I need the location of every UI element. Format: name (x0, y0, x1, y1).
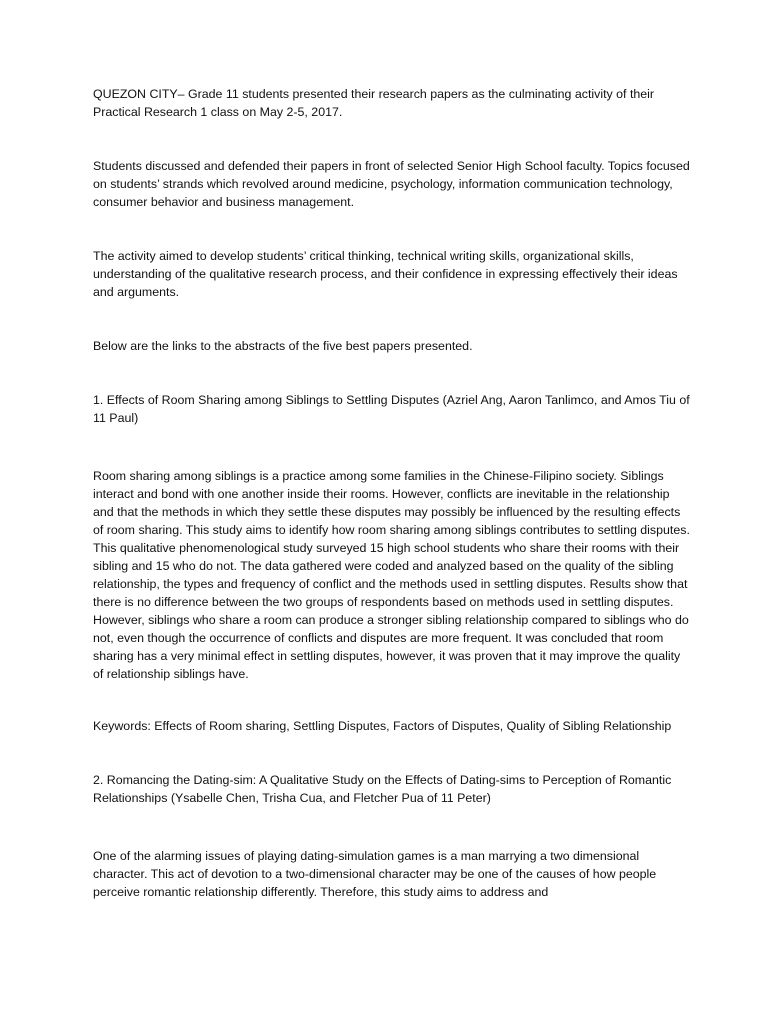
paper1-keywords: Keywords: Effects of Room sharing, Settling Disputes, Factors of Disputes, Quality of Sibling Relationship (93, 719, 672, 733)
aim-paragraph: The activity aimed to develop students’ critical thinking, technical writing skills, organizational skills, understanding of the qualitative research process, and their confidence in expressing effectively their ideas and arguments. (93, 249, 678, 299)
document-body (93, 85, 693, 901)
paper2-title: 2. Romancing the Dating-sim: A Qualitative Study on the Effects of Dating-sims to Perception of Romantic Relationships (Ysabelle Chen, Trisha Cua, and Fletcher Pua of 11 Peter) (93, 773, 672, 805)
paper2-abstract: One of the alarming issues of playing dating-simulation games is a man marrying a two dimensional character. This act of devotion to a two-dimensional character may be one of the causes of how people perceive romantic relationship differently. Therefore, this study aims to address and (93, 849, 657, 899)
intro-paragraph: QUEZON CITY– Grade 11 students presented their research papers as the culminating activity of their Practical Research 1 class on May 2-5, 2017. (93, 87, 655, 119)
links-intro-paragraph: Below are the links to the abstracts of the five best papers presented. (93, 339, 473, 353)
paper1-abstract: Room sharing among siblings is a practice among some families in the Chinese-Filipino society. Siblings interact and bond with one another inside their rooms. However, conflicts are inevitable in the relationship and that the methods in which they settle these disputes may possibly be influenced by the resulting effects of room sharing. This study aims to identify how room sharing among siblings contributes to settling disputes. This qualitative phenomenological study surveyed 15 high school students who share their rooms with their sibling and 15 who do not. The data gathered were coded and analyzed based on the quality of the sibling relationship, the types and frequency of conflict and the methods used in settling disputes. Results show that there is no difference between the two groups of respondents based on methods used in settling disputes. However, siblings who share a room can produce a stronger sibling relationship compared to siblings who do not, even though the occurrence of conflicts and disputes are more frequent. It was concluded that room sharing has a very minimal effect in settling disputes, however, it was proven that it may improve the quality of relationship siblings have. (93, 469, 690, 681)
paper1-title: 1. Effects of Room Sharing among Siblings to Settling Disputes (Azriel Ang, Aaron Tanlimco, and Amos Tiu of 11 Paul) (93, 393, 690, 425)
defense-paragraph: Students discussed and defended their papers in front of selected Senior High School faculty. Topics focused on students’ strands which revolved around medicine, psychology, information communication technology, consumer behavior and business management. (93, 159, 690, 209)
